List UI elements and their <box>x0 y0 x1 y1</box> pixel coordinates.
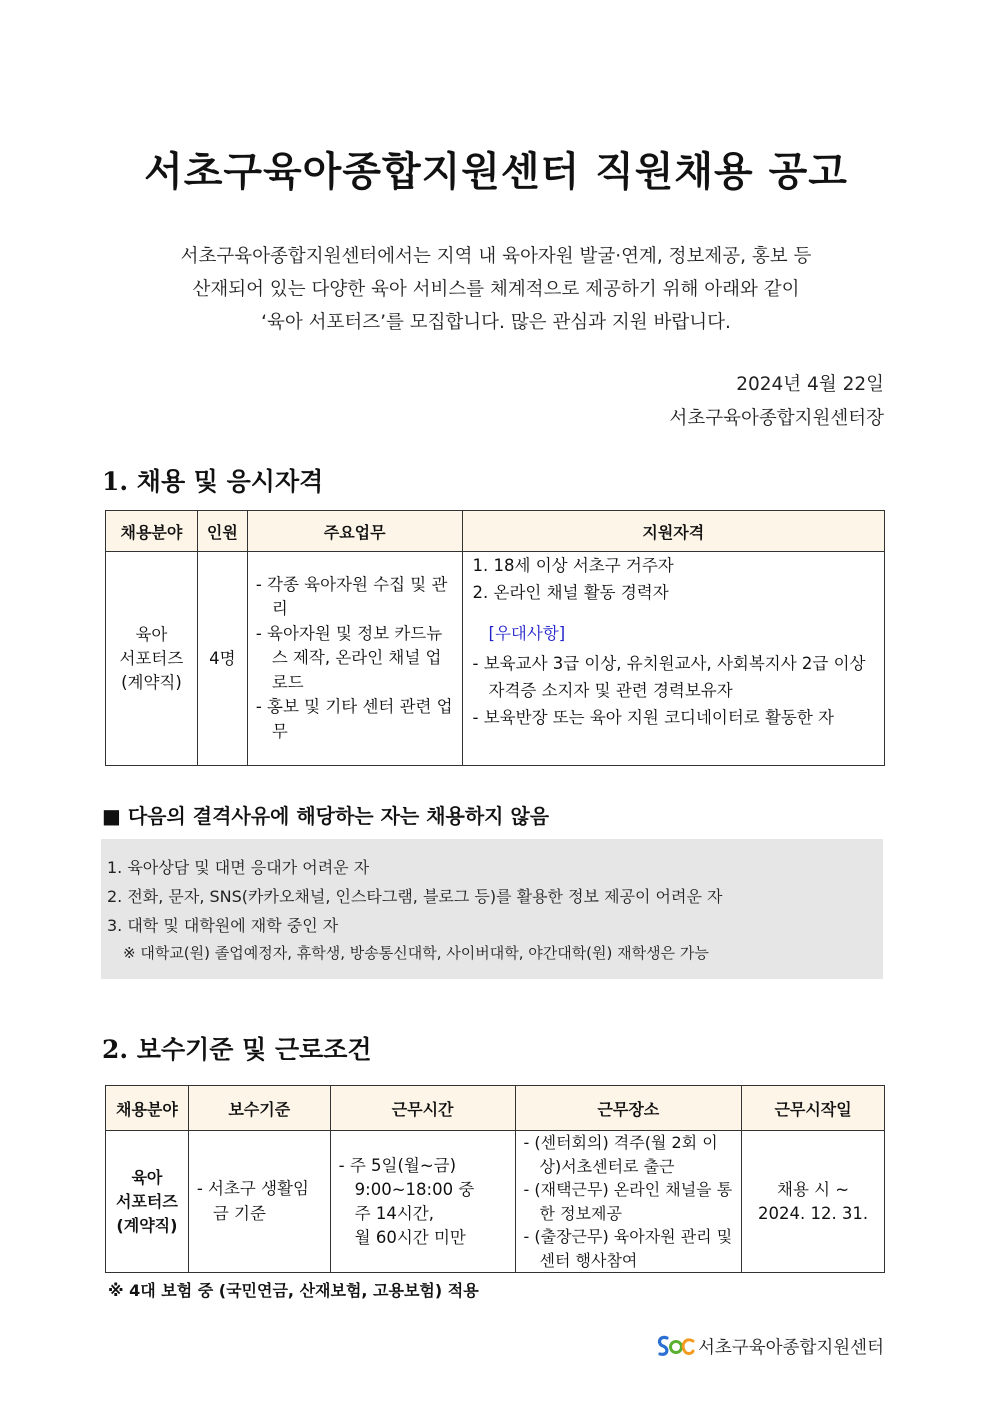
intro-paragraph <box>110 240 882 339</box>
table-header: 근무시간 <box>330 1086 515 1131</box>
table-header: 주요업무 <box>247 511 462 552</box>
field-line: (계약직) <box>116 1215 178 1235</box>
table-row <box>106 552 885 766</box>
intro-line: 서초구육아종합지원센터에서는 지역 내 육아자원 발굴·연계, 정보제공, 홍보 등 <box>180 246 812 267</box>
logo-mark-icon <box>655 1333 695 1359</box>
qualification-item: 2. 온라인 채널 활동 경력자 <box>472 583 669 602</box>
field-line: 육아 <box>131 1167 163 1187</box>
qualification-item: 1. 18세 이상 서초구 거주자 <box>472 556 674 575</box>
hours-line: 주 14시간, <box>354 1203 434 1223</box>
section1-heading: 1. 채용 및 응시자격 <box>102 467 324 496</box>
field-line: 육아 <box>135 624 168 644</box>
disqualification-note: ※ 대학교(원) 졸업예정자, 휴학생, 방송통신대학, 사이버대학, 야간대학(원) 재학생은 가능 <box>123 944 709 962</box>
table-header: 근무시작일 <box>742 1086 885 1131</box>
conditions-table <box>105 1085 885 1273</box>
table-header: 보수기준 <box>188 1086 330 1131</box>
logo-text: 서초구육아종합지원센터 <box>698 1337 884 1358</box>
intro-line: 산재되어 있는 다양한 육아 서비스를 체계적으로 제공하기 위해 아래와 같이 <box>192 279 800 300</box>
announcement-date: 2024년 4월 22일 <box>736 374 884 395</box>
intro-line: ‘육아 서포터즈’를 모집합니다. 많은 관심과 지원 바랍니다. <box>261 312 731 333</box>
table-header-row <box>106 1086 885 1131</box>
table-header-row <box>106 511 885 552</box>
start-date-cell <box>742 1131 885 1273</box>
disqualification-item: 1. 육아상담 및 대면 응대가 어려운 자 <box>107 858 370 877</box>
preference-heading: [우대사항] <box>488 624 566 643</box>
place-item: - (출장근무) 육아자원 관리 및 센터 행사참여 <box>523 1227 733 1270</box>
table-header: 지원자격 <box>462 511 884 552</box>
hours-cell <box>330 1131 515 1273</box>
insurance-footnote: ※ 4대 보험 중 (국민연금, 산재보험, 고용보험) 적용 <box>108 1281 479 1300</box>
places-cell <box>515 1131 742 1273</box>
disqualification-item: 2. 전화, 문자, SNS(카카오채널, 인스타그램, 블로그 등)를 활용한 정보 제공이 어려운 자 <box>107 887 723 906</box>
duty-item: - 각종 육아자원 수집 및 관리 <box>255 574 448 619</box>
duty-item: - 육아자원 및 정보 카드뉴스 제작, 온라인 채널 업로드 <box>255 623 443 692</box>
table-header: 채용분야 <box>106 511 198 552</box>
field-cell <box>106 1131 189 1273</box>
table-row <box>106 1131 885 1273</box>
section2-heading: 2. 보수기준 및 근로조건 <box>102 1035 372 1064</box>
disqualification-heading: ■ 다음의 결격사유에 해당하는 자는 채용하지 않음 <box>102 804 550 828</box>
start-line: 채용 시 ~ <box>777 1179 850 1199</box>
issuer: 서초구육아종합지원센터장 <box>669 408 884 429</box>
pay-cell <box>188 1131 330 1273</box>
hours-line: 월 60시간 미만 <box>354 1227 466 1247</box>
disqualification-box <box>101 839 883 979</box>
center-logo <box>655 1333 884 1359</box>
start-line: 2024. 12. 31. <box>757 1203 869 1223</box>
place-item: - (센터회의) 격주(월 2회 이상)서초센터로 출근 <box>523 1133 718 1176</box>
field-line: 서포터즈 <box>116 1191 178 1211</box>
recruitment-table <box>105 510 885 766</box>
field-line: (계약직) <box>121 672 182 692</box>
table-header: 근무장소 <box>515 1086 742 1131</box>
preference-item: - 보육교사 3급 이상, 유치원교사, 사회복지사 2급 이상 자격증 소지자 및 관련 경력보유자 <box>472 654 866 700</box>
hours-line: 9:00~18:00 중 <box>354 1179 475 1199</box>
pay-item: - 서초구 생활임금 기준 <box>196 1179 309 1223</box>
page-title: 서초구육아종합지원센터 직원채용 공고 <box>144 148 848 195</box>
field-line: 서포터즈 <box>119 648 184 668</box>
count-cell: 4명 <box>197 552 247 766</box>
date-block <box>670 368 884 436</box>
hours-line: - 주 5일(월~금) <box>338 1155 457 1175</box>
duty-item: - 홍보 및 기타 센터 관련 업무 <box>255 697 453 741</box>
duties-cell <box>247 552 462 766</box>
table-header: 인원 <box>197 511 247 552</box>
field-cell <box>106 552 198 766</box>
qualifications-cell <box>462 552 884 766</box>
table-header: 채용분야 <box>106 1086 189 1131</box>
disqualification-item: 3. 대학 및 대학원에 재학 중인 자 <box>107 916 339 935</box>
preference-item: - 보육반장 또는 육아 지원 코디네이터로 활동한 자 <box>472 708 834 727</box>
place-item: - (재택근무) 온라인 채널을 통한 정보제공 <box>523 1180 733 1223</box>
